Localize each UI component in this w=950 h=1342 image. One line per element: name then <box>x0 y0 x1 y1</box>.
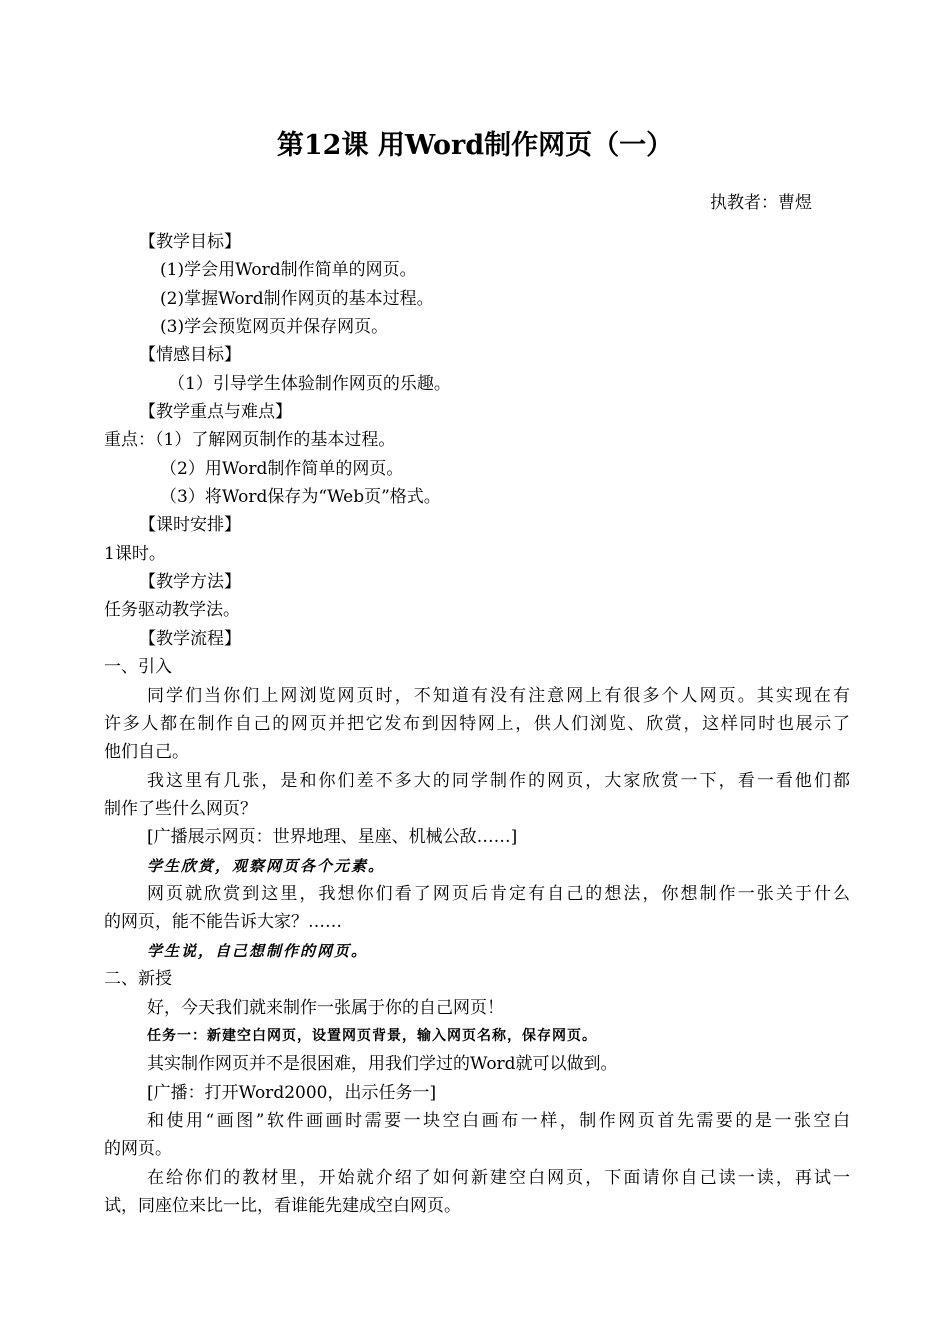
flow-heading: 【教学流程】 <box>139 629 241 649</box>
paragraph-line: 许多人都在制作自己的网页并把它发布到因特网上，供人们浏览、欣赏，这样同时也展示了 <box>104 714 850 734</box>
method-heading: 【教学方法】 <box>139 572 241 592</box>
paragraph-line: 和使用“画图”软件画画时需要一块空白画布一样，制作网页首先需要的是一张空白 <box>147 1111 850 1131</box>
emotion-heading: 【情感目标】 <box>139 345 241 365</box>
paragraph-line: 制作了些什么网页？ <box>104 799 257 819</box>
goals-heading: 【教学目标】 <box>139 232 241 252</box>
paragraph-line: 的网页。 <box>104 1139 172 1159</box>
broadcast-note: [广播展示网页：世界地理、星座、机械公敌……] <box>147 827 518 847</box>
paragraph-line: 试，同座位来比一比，看谁能先建成空白网页。 <box>104 1196 461 1216</box>
new-heading: 二、新授 <box>104 969 172 989</box>
paragraph-line: 我这里有几张，是和你们差不多大的同学制作的网页，大家欣赏一下，看一看他们都 <box>147 771 850 791</box>
schedule-text: 1课时。 <box>104 544 166 564</box>
intro-heading: 一、引入 <box>104 657 172 677</box>
keypoints-heading: 【教学重点与难点】 <box>139 402 292 422</box>
method-text: 任务驱动教学法。 <box>104 600 240 620</box>
student-activity: 学生欣赏，观察网页各个元素。 <box>147 857 386 875</box>
paragraph-line: 网页就欣赏到这里，我想你们看了网页后肯定有自己的想法，你想制作一张关于什么 <box>147 884 850 904</box>
keypoint-item: 重点：（1）了解网页制作的基本过程。 <box>104 430 396 450</box>
paragraph-line: 其实制作网页并不是很困难，用我们学过的Word就可以做到。 <box>147 1054 618 1074</box>
goal-item: (1)学会用Word制作简单的网页。 <box>160 260 417 280</box>
task-one: 任务一：新建空白网页，设置网页背景，输入网页名称，保存网页。 <box>147 1028 597 1044</box>
goal-item: (3)学会预览网页并保存网页。 <box>160 317 389 337</box>
broadcast-note: [广播：打开Word2000，出示任务一] <box>147 1083 437 1103</box>
paragraph-line: 好，今天我们就来制作一张属于你的自己网页！ <box>147 998 504 1018</box>
lesson-title: 第12课 用Word制作网页（一） <box>276 130 674 161</box>
paragraph-line: 同学们当你们上网浏览网页时，不知道有没有注意网上有很多个人网页。其实现在有 <box>147 686 850 706</box>
paragraph-line: 他们自己。 <box>104 742 189 762</box>
schedule-heading: 【课时安排】 <box>139 515 241 535</box>
paragraph-line: 在给你们的教材里，开始就介绍了如何新建空白网页，下面请你自己读一读，再试一 <box>147 1168 850 1188</box>
author-line: 执教者：曹煜 <box>710 193 812 213</box>
goal-item: (2)掌握Word制作网页的基本过程。 <box>160 289 434 309</box>
keypoint-item: （3）将Word保存为“Web页”格式。 <box>160 487 441 507</box>
paragraph-line: 的网页，能不能告诉大家？…… <box>104 912 342 932</box>
keypoint-item: （2）用Word制作简单的网页。 <box>160 459 404 479</box>
emotion-item: （1）引导学生体验制作网页的乐趣。 <box>168 374 451 394</box>
student-activity: 学生说，自己想制作的网页。 <box>147 942 369 960</box>
